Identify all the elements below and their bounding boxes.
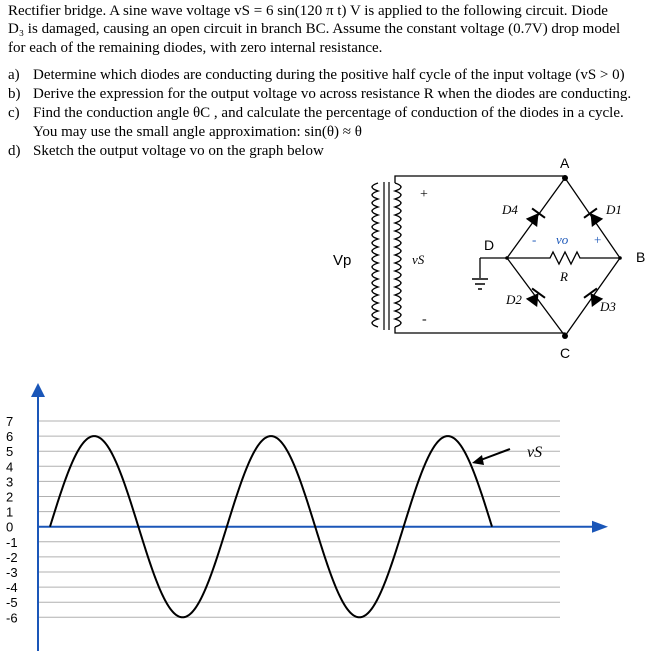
y-tick-label: 7 bbox=[6, 414, 14, 429]
diode-d4 bbox=[525, 208, 545, 227]
y-tick-label: 1 bbox=[6, 504, 14, 520]
primary-label: Vp bbox=[333, 252, 352, 269]
y-tick-labels bbox=[6, 414, 18, 625]
question-a-text: Determine which diodes are conducting during the positive half cycle of the input voltage (vS > 0) bbox=[33, 67, 625, 83]
y-tick-label: 6 bbox=[6, 429, 14, 445]
y-tick-label: -1 bbox=[6, 534, 18, 550]
d2-label: D2 bbox=[506, 292, 522, 307]
node-b-label: B bbox=[636, 249, 646, 265]
problem-line-3: for each of the remaining diodes, with zero internal resistance. bbox=[8, 40, 383, 56]
vo-label: vo bbox=[556, 232, 569, 247]
question-c-text-2: You may use the small angle approximation: sin(θ) ≈ θ bbox=[33, 124, 362, 140]
problem-line-1: Rectifier bridge. A sine wave voltage vS = 6 sin(120 π t) V is applied to the following circuit. Diode bbox=[8, 3, 608, 19]
question-a-letter: a) bbox=[8, 67, 20, 83]
question-d-letter: d) bbox=[8, 143, 21, 159]
question-c-text: Find the conduction angle θC , and calculate the percentage of conduction of the diodes in a cycle. bbox=[33, 105, 624, 121]
resistor-r bbox=[507, 252, 620, 264]
resistor-label: R bbox=[560, 269, 568, 284]
secondary-minus: - bbox=[422, 312, 427, 327]
d3-label: D3 bbox=[600, 299, 616, 314]
node-b-dot bbox=[618, 256, 622, 260]
wire-to-c bbox=[395, 327, 565, 336]
question-b-text: Derive the expression for the output voltage vo across resistance R when the diodes are conducting. bbox=[33, 86, 632, 102]
y-axis-arrow bbox=[31, 383, 45, 397]
y-tick-label: 3 bbox=[6, 474, 14, 490]
question-b-letter: b) bbox=[8, 86, 21, 102]
vs-annotation: vS bbox=[527, 444, 543, 461]
x-axis-arrow bbox=[592, 521, 608, 533]
secondary-plus: + bbox=[420, 187, 428, 202]
node-c-label: C bbox=[560, 345, 571, 360]
ground-icon bbox=[472, 279, 488, 289]
y-tick-label: -6 bbox=[6, 610, 18, 626]
question-c-letter: c) bbox=[8, 105, 20, 121]
y-tick-label: -4 bbox=[6, 580, 18, 596]
transformer-primary-coil bbox=[372, 183, 378, 327]
node-a-dot bbox=[562, 175, 568, 181]
graph-grid bbox=[38, 421, 560, 617]
wire-to-a bbox=[395, 176, 565, 183]
y-tick-label: -2 bbox=[6, 549, 18, 565]
transformer-secondary-coil bbox=[395, 183, 401, 327]
annotation-arrow-head bbox=[472, 455, 484, 465]
node-d-label: D bbox=[484, 237, 495, 253]
node-a-label: A bbox=[560, 155, 570, 171]
node-c-dot bbox=[562, 333, 568, 339]
question-d-text: Sketch the output voltage vo on the graph below bbox=[33, 143, 324, 159]
y-tick-label: 2 bbox=[6, 489, 14, 505]
y-tick-label: -5 bbox=[6, 595, 18, 611]
vo-minus: - bbox=[532, 232, 537, 247]
vo-plus: + bbox=[594, 232, 602, 247]
y-tick-label: 0 bbox=[6, 519, 14, 535]
y-tick-label: 5 bbox=[6, 444, 14, 460]
d4-label: D4 bbox=[502, 202, 518, 217]
voltage-graph bbox=[0, 375, 666, 657]
secondary-label: vS bbox=[412, 252, 425, 267]
problem-line-2: D₃ is damaged, causing an open circuit in branch BC. Assume the constant voltage (0.7V) drop model bbox=[8, 21, 621, 37]
diode-d1 bbox=[584, 208, 604, 227]
d1-label: D1 bbox=[606, 202, 622, 217]
y-tick-label: -3 bbox=[6, 565, 18, 580]
y-tick-label: 4 bbox=[6, 459, 14, 475]
